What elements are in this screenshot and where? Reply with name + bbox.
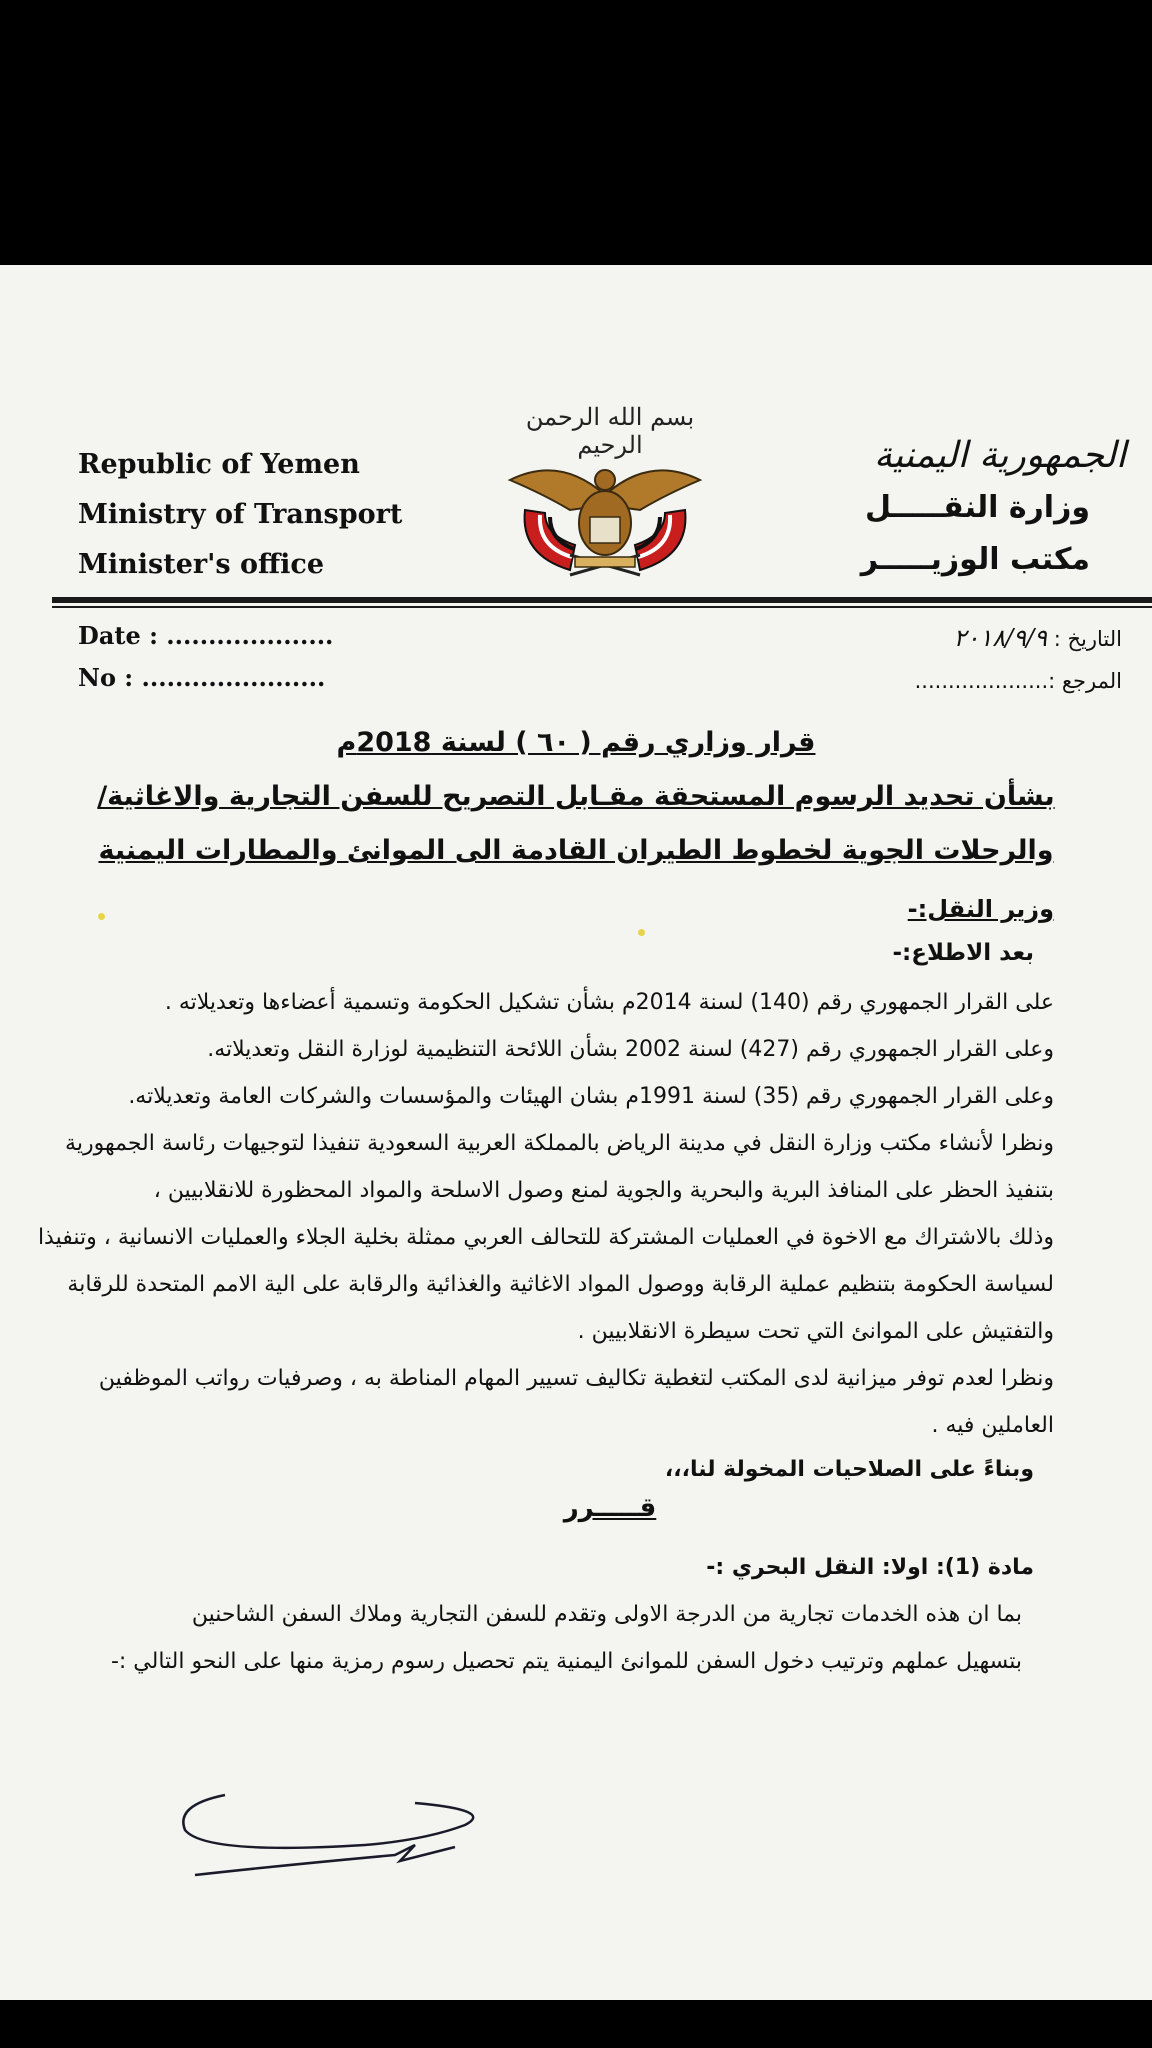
recital-4-line-4: لسياسة الحكومة بتنظيم عملية الرقابة ووصول المواد الاغاثية والغذائية والرقابة على الية الامم المتحدة للرقابة <box>67 1272 1054 1297</box>
authority-clause: وبناءً على الصلاحيات المخولة لنا،،، <box>664 1457 1034 1482</box>
article-1-heading: مادة (1): اولا: النقل البحري :- <box>706 1555 1034 1580</box>
header-divider-thick <box>52 597 1152 603</box>
recital-4-line-1: ونظرا لأنشاء مكتب وزارة النقل في مدينة الرياض بالمملكة العربية السعودية تنفيذا لتوجيهات رئاسة الجمهورية <box>65 1131 1054 1156</box>
header-country-ar: الجمهورية اليمنية <box>873 435 1126 476</box>
header-ministry-en: Ministry of Transport <box>78 499 403 530</box>
header-office-ar: مكتب الوزيـــــر <box>860 542 1090 577</box>
recital-4-line-2: بتنفيذ الحظر على المنافذ البرية والبحرية والجوية لمنع وصول الاسلحة والمواد المحظورة للانقلابيين ، <box>153 1178 1054 1203</box>
decided-heading: قـــــرر <box>563 1493 657 1523</box>
recital-2: وعلى القرار الجمهوري رقم (427) لسنة 2002 بشأن اللائحة التنظيمية لوزارة النقل وتعديلاته. <box>207 1037 1054 1062</box>
date-field-ar <box>915 617 1122 660</box>
arabic-header <box>806 430 1126 586</box>
date-value-ar: ٢٠١٨/٩/٩ <box>953 624 1048 652</box>
paper-speck <box>98 913 105 920</box>
decision-subject-line-2: والرحلات الجوية لخطوط الطيران القادمة الى الموانئ والمطارات اليمنية <box>98 835 1054 866</box>
meta-english <box>78 615 333 699</box>
reference-field-ar: المرجع :.................... <box>914 669 1122 693</box>
handwritten-signature <box>165 1775 505 1885</box>
after-review-heading: بعد الاطلاع:- <box>892 940 1034 966</box>
header-office-en: Minister's office <box>78 549 325 580</box>
article-1-line-1: بما ان هذه الخدمات تجارية من الدرجة الاولى وتقدم للسفن التجارية وملاك السفن الشاحنين <box>191 1602 1022 1627</box>
minister-heading: وزير النقل:- <box>907 895 1054 923</box>
header-country-en: Republic of Yemen <box>78 449 360 480</box>
decision-subject-line-1: بشأن تحديد الرسوم المستحقة مقـابل التصريح للسفن التجارية والاغاثية/ <box>97 781 1055 812</box>
recital-4-line-3: وذلك بالاشتراك مع الاخوة في العمليات المشتركة للتحالف العربي ممثلة بخلية الجلاء والعمليات الانسانية ، وتنفيذا <box>37 1225 1054 1250</box>
number-field-en: No : ...................... <box>78 663 326 692</box>
recital-5-line-1: ونظرا لعدم توفر ميزانية لدى المكتب لتغطية تكاليف تسيير المهام المناطة به ، وصرفيات رواتب الموظفين <box>98 1366 1054 1391</box>
article-1-line-2: بتسهيل عملهم وترتيب دخول السفن للموانئ اليمنية يتم تحصيل رسوم رمزية منها على النحو التالي :- <box>110 1649 1022 1674</box>
english-header <box>78 440 438 590</box>
date-field-en: Date : .................... <box>78 621 334 650</box>
recital-4-line-5: والتفتيش على الموانئ التي تحت سيطرة الانقلابيين . <box>577 1319 1054 1344</box>
yemen-eagle-emblem-icon <box>490 435 720 585</box>
header-divider-thin <box>52 606 1152 608</box>
decision-title: قرار وزاري رقم ( ٦٠ ) لسنة 2018م <box>336 727 816 758</box>
recital-5-line-2: العاملين فيه . <box>931 1413 1054 1438</box>
date-label-ar: التاريخ : <box>1053 627 1122 651</box>
header-ministry-ar: وزارة النقـــــل <box>864 490 1090 525</box>
recital-3: وعلى القرار الجمهوري رقم (35) لسنة 1991م بشان الهيئات والمؤسسات والشركات العامة وتعديلاته. <box>128 1084 1054 1109</box>
meta-arabic <box>915 617 1122 702</box>
paper-speck <box>638 929 645 936</box>
basmala: بسم الله الرحمن الرحيم <box>525 403 695 459</box>
recital-1: على القرار الجمهوري رقم (140) لسنة 2014م بشأن تشكيل الحكومة وتسمية أعضاءها وتعديلاته . <box>164 990 1054 1015</box>
document-page <box>0 265 1152 2000</box>
